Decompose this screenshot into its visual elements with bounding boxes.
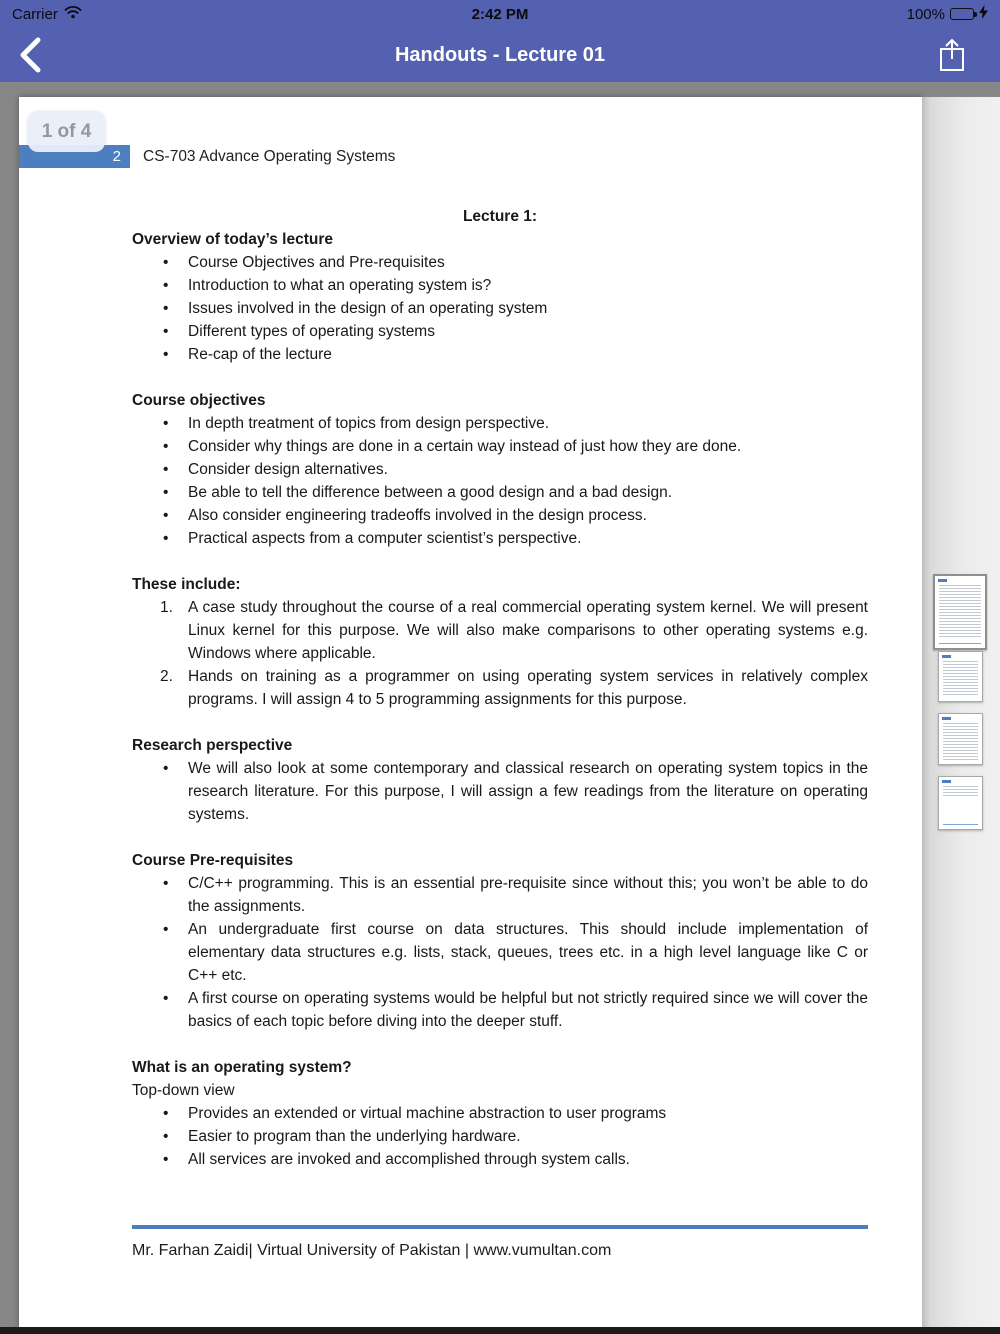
- doc-section-what-is-os: [132, 1056, 868, 1171]
- charging-bolt-icon: [979, 5, 988, 23]
- bullet-item: • Consider why things are done in a certain way instead of just how they are done.: [132, 435, 868, 458]
- bullet-item: • All services are invoked and accomplished through system calls.: [132, 1148, 868, 1171]
- bullet-item: • Introduction to what an operating system is?: [132, 274, 868, 297]
- nav-bar: [0, 28, 1000, 82]
- status-bar: [0, 0, 1000, 28]
- doc-section-overview: [132, 228, 868, 366]
- section-heading: Course objectives: [132, 392, 266, 409]
- battery-percent: 100%: [906, 5, 945, 23]
- carrier-label: Carrier: [12, 5, 58, 23]
- bullet-item: • In depth treatment of topics from design perspective.: [132, 412, 868, 435]
- thumbnail-footer-line: [939, 643, 981, 644]
- bullet-item: • Easier to program than the underlying hardware.: [132, 1125, 868, 1148]
- bottom-edge-bar: [0, 1327, 1000, 1334]
- numbered-item: Hands on training as a programmer on using operating system services in relatively complex programs. I will assign 4 to 5 programming assignments for this purpose.: [188, 668, 868, 708]
- bullet-item: • Be able to tell the difference between a good design and a bad design.: [132, 481, 868, 504]
- share-button[interactable]: [932, 36, 972, 76]
- thumbnail-header-chip: [942, 717, 951, 720]
- thumbnail-header-chip: [942, 780, 951, 783]
- bullet-item: • We will also look at some contemporary and classical research on operating system topics in the research literature. For this purpose, I will assign a few readings from the literature on operating systems.: [132, 757, 868, 826]
- clock: 2:42 PM: [471, 5, 529, 23]
- page-thumbnail-2[interactable]: [938, 651, 983, 702]
- footer-rule: [132, 1225, 868, 1229]
- page-indicator-badge: 1 of 4: [28, 112, 105, 152]
- bullet-list: [132, 872, 868, 1033]
- bullet-item: • A first course on operating systems would be helpful but not strictly required since we will cover the basics of each topic before diving into the deeper stuff.: [132, 987, 868, 1033]
- doc-section-research: [132, 734, 868, 826]
- doc-footer: [132, 1225, 868, 1260]
- battery-icon: [950, 8, 974, 20]
- document-page[interactable]: [19, 97, 922, 1327]
- back-chevron-icon: [19, 37, 41, 76]
- doc-section-these-include: [132, 573, 868, 711]
- thumbnail-header-chip: [938, 579, 947, 582]
- page-thumbnail-4[interactable]: [938, 776, 983, 830]
- bullet-list: [132, 1102, 868, 1171]
- section-heading: What is an operating system?: [132, 1059, 352, 1076]
- thumbnail-strip: [922, 97, 1000, 1334]
- bullet-item: • Practical aspects from a computer scientist’s perspective.: [132, 527, 868, 550]
- bullet-list: [132, 412, 868, 550]
- thumbnail-header-chip: [942, 655, 951, 658]
- thumbnail-footer-line: [943, 824, 978, 825]
- thumbnail-text-lines: [939, 585, 981, 639]
- bullet-item: • Also consider engineering tradeoffs involved in the design process.: [132, 504, 868, 527]
- bullet-item: • An undergraduate first course on data structures. This should include implementation of elementary data structures e.g. lists, stack, queues, trees etc. in a high level language like C or C++ etc.: [132, 918, 868, 987]
- page-thumbnail-1[interactable]: [933, 574, 987, 650]
- bullet-list: [132, 251, 868, 366]
- bullet-item: • Re-cap of the lecture: [132, 343, 868, 366]
- bullet-item: • Different types of operating systems: [132, 320, 868, 343]
- thumbnail-text-lines: [943, 786, 978, 796]
- section-subheading: Top-down view: [132, 1082, 235, 1099]
- bullet-item: • Consider design alternatives.: [132, 458, 868, 481]
- footer-text: Mr. Farhan Zaidi| Virtual University of Pakistan | www.vumultan.com: [132, 1242, 612, 1259]
- doc-section-prerequisites: [132, 849, 868, 1033]
- doc-body: [132, 205, 868, 1171]
- page-thumbnail-3[interactable]: [938, 713, 983, 765]
- doc-course-title: CS-703 Advance Operating Systems: [143, 148, 396, 165]
- bullet-item: • Course Objectives and Pre-requisites: [132, 251, 868, 274]
- thumbnail-text-lines: [943, 661, 978, 697]
- share-icon: [937, 37, 967, 76]
- bullet-item: • C/C++ programming. This is an essential pre-requisite since without this; you won’t be able to do the assignments.: [132, 872, 868, 918]
- doc-section-objectives: [132, 389, 868, 550]
- section-heading: Overview of today’s lecture: [132, 231, 334, 248]
- numbered-list: [132, 596, 868, 711]
- content-area: [0, 82, 1000, 1334]
- section-heading: Research perspective: [132, 737, 293, 754]
- bullet-item: • Provides an extended or virtual machine abstraction to user programs: [132, 1102, 868, 1125]
- lecture-title: Lecture 1:: [462, 208, 538, 225]
- numbered-item: A case study throughout the course of a real commercial operating system kernel. We will present Linux kernel for this purpose. We will also make comparisons to other operating systems e.g. Windows where applicable.: [188, 599, 868, 662]
- back-button[interactable]: [10, 36, 50, 76]
- section-heading: Course Pre-requisites: [132, 852, 294, 869]
- bullet-list: [132, 757, 868, 826]
- section-heading: These include:: [132, 576, 241, 593]
- doc-header-page-number: 2: [19, 145, 130, 168]
- page-title: Handouts - Lecture 01: [394, 43, 606, 66]
- bullet-item: • Issues involved in the design of an operating system: [132, 297, 868, 320]
- thumbnail-text-lines: [943, 723, 978, 761]
